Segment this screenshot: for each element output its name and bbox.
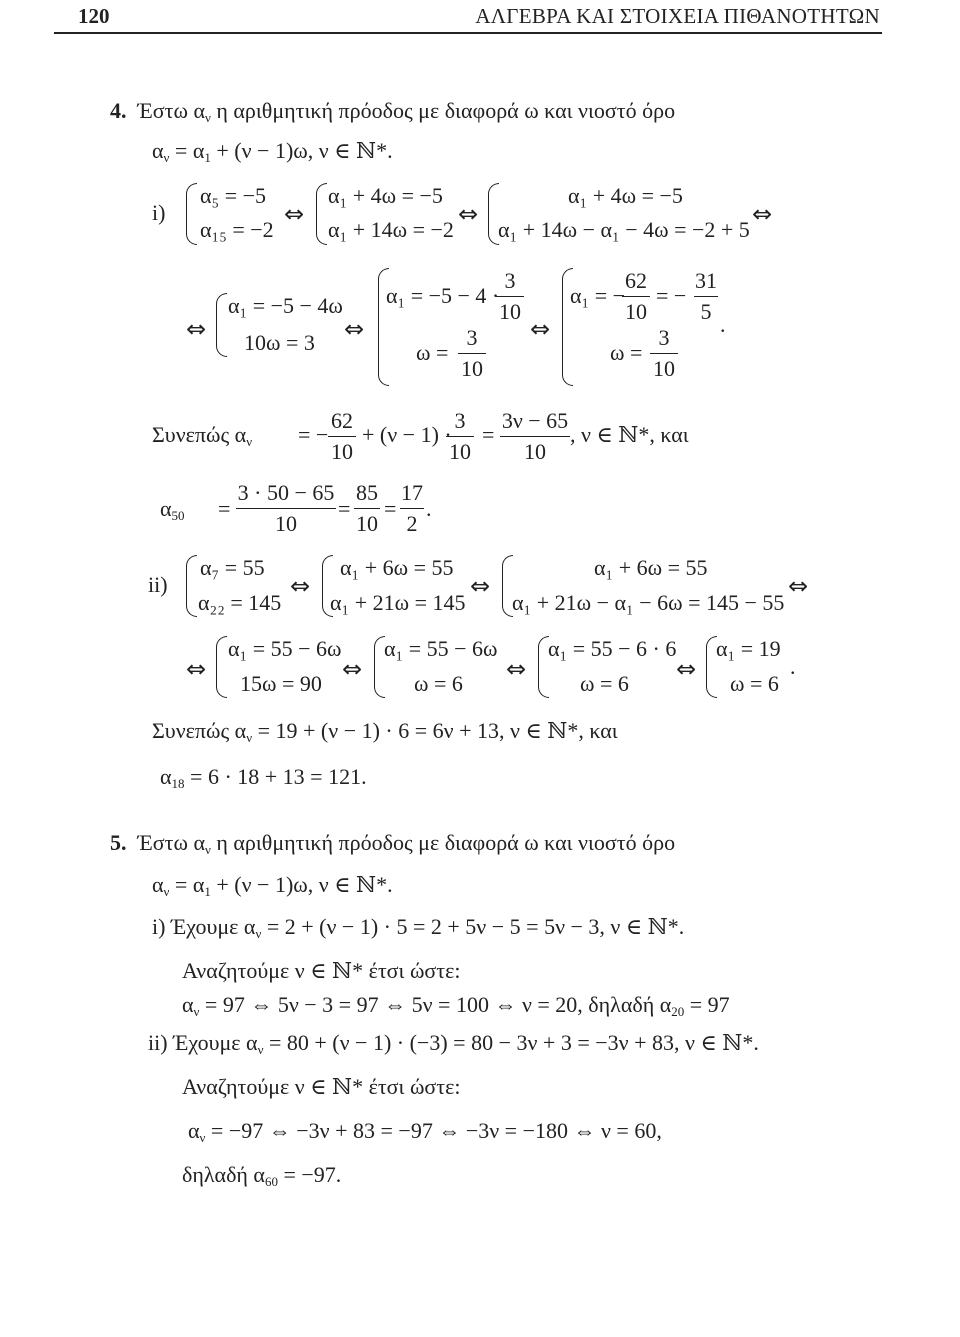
system-line: α₁ + 6ω = 55: [340, 555, 454, 580]
fraction: 62 10: [328, 408, 356, 465]
system-line: 10ω = 3: [244, 330, 315, 355]
part-ii-line: ii) Έχουμε $\alpha_\nu = 80 + (\nu - 1) \cdot (-3) = 80 - 3\nu + 3 = -3\nu + 83$, ν ∈ ℕ*.: [148, 1030, 759, 1057]
system-line: ω =: [610, 340, 643, 365]
system-line: ω = 6: [730, 671, 779, 696]
system-brace: [186, 555, 197, 617]
page-header: [0, 0, 960, 34]
system-brace: [216, 293, 227, 357]
system-brace: [216, 636, 227, 698]
system-line: ω = 6: [580, 671, 629, 696]
exercise-5-intro: 5. Έστω $\alpha_\nu$ η αριθμητική πρόοδος με διαφορά ω και νιοστό όρο: [110, 830, 676, 857]
solution-line: $\alpha_\nu = -97$ ⇔ −3ν + 83 = −97 ⇔ −3ν = −180 ⇔ ν = 60,: [188, 1118, 662, 1145]
system-line: = −: [656, 283, 687, 308]
fraction: 3 10: [446, 408, 474, 465]
system-line: α₁ = −: [570, 283, 626, 308]
system-line: ω = 6: [414, 671, 463, 696]
a18-line: $\alpha_{18} = 6 \cdot 18 + 13 = 121$.: [160, 764, 367, 791]
consequence-line: Συνεπώς $\alpha_\nu = 19 + (\nu - 1) \cdot 6 = 6\nu + 13$, ν ∈ ℕ*, και: [152, 718, 618, 745]
fraction: 17 2: [401, 480, 423, 536]
iff-arrow: ⇔: [470, 572, 491, 600]
solution-line: $\alpha_\nu = 97$ ⇔ 5ν − 3 = 97 ⇔ 5ν = 100 ⇔ ν = 20, δηλαδή $\alpha_{20} = 97$: [182, 992, 730, 1019]
fraction: 3 10: [458, 325, 486, 382]
system-line: α₁ + 4ω = −5: [328, 183, 443, 208]
exercise-4-formula: $\alpha_\nu = \alpha_1 + (\nu - 1)\omega$, ν ∈ ℕ*.: [152, 138, 393, 165]
exercise-number: 4.: [110, 98, 127, 123]
search-line: Αναζητούμε ν ∈ ℕ* έτσι ώστε:: [182, 958, 461, 983]
part-i-label: i): [152, 200, 166, 225]
fraction: 3 · 50 − 65 10: [237, 480, 335, 536]
iff-arrow: ⇔: [506, 655, 527, 683]
iff-arrow: ⇔: [458, 200, 479, 228]
system-line: α₁ = 19: [716, 636, 781, 661]
running-title: ΑΛΓΕΒΡΑ ΚΑΙ ΣΤΟΙΧΕΙΑ ΠΙΘΑΝΟΤΗΤΩΝ: [475, 4, 880, 28]
iff-arrow: ⇔: [344, 315, 365, 343]
part-ii-label: ii): [148, 572, 168, 597]
system-line: α₁ + 14ω − α₁ − 4ω = −2 + 5: [498, 217, 750, 242]
header-rule: [54, 32, 882, 34]
system-line: α₁ = −5 − 4 ·: [386, 283, 500, 308]
exercise-4-intro: 4. Έστω $\alpha_\nu$ η αριθμητική πρόοδος με διαφορά ω και νιοστό όρο: [110, 98, 676, 125]
final-line: δηλαδή $\alpha_{60} = -97$.: [182, 1162, 342, 1189]
system-line: α₅ = −5: [200, 183, 267, 208]
iff-arrow: ⇔: [788, 572, 809, 600]
fraction: 3ν − 65 10: [501, 408, 569, 464]
consequence-label: Συνεπώς $\alpha_\nu$: [152, 422, 253, 449]
system-line: α₁ + 14ω = −2: [328, 217, 454, 242]
system-line: α₁ + 4ω = −5: [568, 183, 683, 208]
fraction: 62 10: [622, 268, 650, 325]
system-line: α₁ + 21ω = 145: [330, 590, 466, 615]
equals-minus: = −: [298, 422, 329, 447]
iff-arrow: ⇔: [752, 200, 773, 228]
fraction: 3 10: [496, 268, 524, 325]
period: .: [790, 654, 796, 679]
system-line: α₁ = 55 − 6ω: [384, 636, 498, 661]
system-line: 15ω = 90: [240, 671, 322, 696]
system-line: α₁ = −5 − 4ω: [228, 293, 343, 318]
system-line: α₁ = 55 − 6 · 6: [548, 636, 677, 661]
iff-arrow: ⇔: [284, 200, 305, 228]
fraction: 3 10: [650, 325, 678, 382]
system-line: α₁ + 6ω = 55: [594, 555, 708, 580]
exercise-5-formula: $\alpha_\nu = \alpha_1 + (\nu - 1)\omega$, ν ∈ ℕ*.: [152, 872, 393, 899]
system-line: α₁₅ = −2: [200, 217, 274, 242]
part-i-line: i) Έχουμε $\alpha_\nu = 2 + (\nu - 1) \cdot 5 = 2 + 5\nu - 5 = 5\nu - 3$, ν ∈ ℕ*.: [152, 914, 685, 941]
fraction: 85 10: [356, 480, 378, 536]
iff-arrow: ⇔: [290, 572, 311, 600]
period: .: [426, 496, 432, 521]
equals: =: [338, 496, 351, 521]
system-line: α₇ = 55: [200, 555, 265, 580]
exercise-number: 5.: [110, 830, 127, 855]
a50-label: $\alpha_{50}$: [160, 496, 185, 523]
equals: =: [384, 496, 397, 521]
system-line: ω =: [416, 340, 449, 365]
search-line: Αναζητούμε ν ∈ ℕ* έτσι ώστε:: [182, 1074, 461, 1099]
iff-arrow: ⇔: [530, 315, 551, 343]
equals: =: [218, 496, 231, 521]
iff-arrow: ⇔: [676, 655, 697, 683]
page-number: 120: [78, 4, 110, 28]
iff-arrow: ⇔: [186, 655, 207, 683]
system-line: α₂₂ = 145: [198, 590, 282, 615]
equals: =: [482, 422, 495, 447]
fraction: 31 5: [695, 268, 717, 324]
system-line: α₁ = 55 − 6ω: [228, 636, 342, 661]
expression: + (ν − 1) ·: [362, 422, 452, 447]
system-line: α₁ + 21ω − α₁ − 6ω = 145 − 55: [512, 590, 785, 615]
period: .: [720, 312, 726, 337]
system-brace: [186, 183, 197, 245]
iff-arrow: ⇔: [186, 315, 207, 343]
expression-tail: , ν ∈ ℕ*, και: [570, 422, 689, 447]
system-brace: [316, 183, 327, 245]
iff-arrow: ⇔: [342, 655, 363, 683]
